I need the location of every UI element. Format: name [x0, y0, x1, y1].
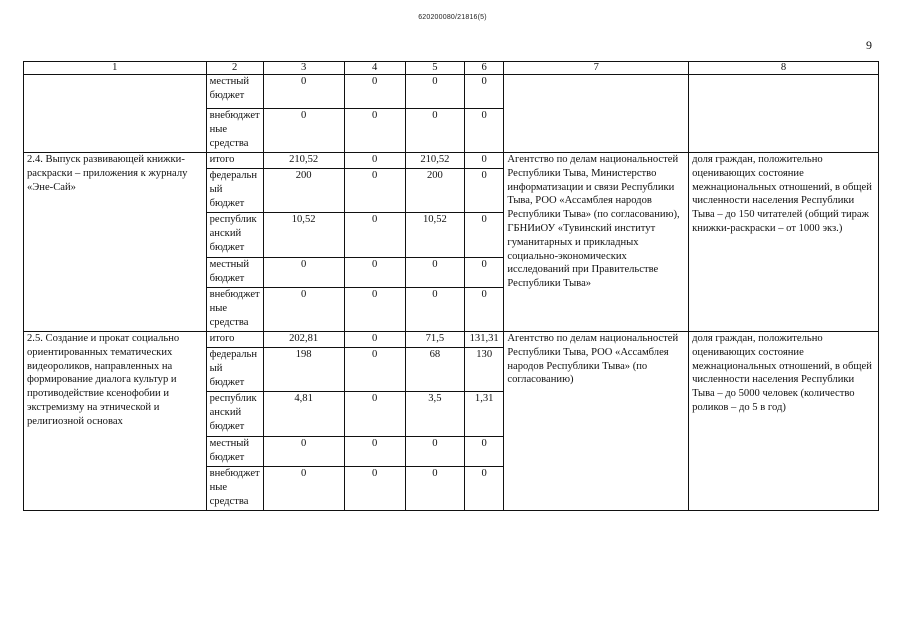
amount-year-3: 0	[464, 288, 503, 332]
expected-result-text: доля граждан, положительно оценивающих состояние межнациональных отношений, в общей численности населения Республики Тыва – до 150 читателей (общий тираж книжки-раскраски – от 1000 экз.)	[689, 153, 879, 332]
amount-total: 4,81	[263, 392, 344, 437]
amount-year-3: 131,31	[464, 332, 503, 348]
amount-total: 198	[263, 348, 344, 392]
column-number: 6	[464, 62, 503, 75]
amount-year-2: 0	[405, 288, 464, 332]
funding-source: федеральный бюджет	[206, 169, 263, 213]
column-number: 4	[344, 62, 405, 75]
amount-year-3: 0	[464, 437, 503, 467]
amount-year-1: 0	[344, 392, 405, 437]
amount-total: 0	[263, 437, 344, 467]
amount-total: 202,81	[263, 332, 344, 348]
amount-total: 210,52	[263, 153, 344, 169]
measure-title: 2.5. Создание и прокат социально ориентированных тематических видеороликов, направленных на формирование диалога культур и противодействие ксенофобии и экстремизму на этнической и религиозной основах	[24, 332, 207, 511]
executors-cell-empty	[504, 75, 689, 153]
amount-total: 0	[263, 109, 344, 153]
amount-year-1: 0	[344, 258, 405, 288]
column-number: 7	[504, 62, 689, 75]
amount-year-2: 210,52	[405, 153, 464, 169]
amount-year-3: 130	[464, 348, 503, 392]
amount-year-3: 0	[464, 109, 503, 153]
amount-year-1: 0	[344, 348, 405, 392]
expected-result-text: доля граждан, положительно оценивающих состояние межнациональных отношений, в общей численности населения Республики Тыва – до 5000 человек (количество роликов – до 5 в год)	[689, 332, 879, 511]
column-number: 1	[24, 62, 207, 75]
amount-year-2: 68	[405, 348, 464, 392]
amount-total: 200	[263, 169, 344, 213]
amount-year-3: 1,31	[464, 392, 503, 437]
amount-year-3: 0	[464, 213, 503, 258]
amount-year-1: 0	[344, 75, 405, 109]
funding-source: республиканский бюджет	[206, 213, 263, 258]
funding-source: местный бюджет	[206, 75, 263, 109]
funding-source: итого	[206, 153, 263, 169]
funding-source: внебюджетные средства	[206, 467, 263, 511]
amount-year-2: 71,5	[405, 332, 464, 348]
amount-year-2: 0	[405, 75, 464, 109]
table-row	[24, 75, 879, 109]
amount-total: 10,52	[263, 213, 344, 258]
result-cell-empty	[689, 75, 879, 153]
amount-year-1: 0	[344, 467, 405, 511]
funding-source: внебюджетные средства	[206, 288, 263, 332]
amount-year-1: 0	[344, 332, 405, 348]
executors-text: Агентство по делам национальностей Республики Тыва, РОО «Ассамблея народов Республики Тыва» (по согласованию)	[504, 332, 689, 511]
amount-year-1: 0	[344, 437, 405, 467]
measure-cell-empty	[24, 75, 207, 153]
amount-year-3: 0	[464, 75, 503, 109]
funding-source: внебюджетные средства	[206, 109, 263, 153]
amount-year-3: 0	[464, 467, 503, 511]
amount-year-1: 0	[344, 288, 405, 332]
amount-year-2: 0	[405, 109, 464, 153]
column-number-row	[24, 62, 879, 75]
amount-year-1: 0	[344, 169, 405, 213]
document-id: 620200080/21816(5)	[418, 14, 487, 21]
funding-source: местный бюджет	[206, 437, 263, 467]
table-row	[24, 153, 879, 169]
column-number: 3	[263, 62, 344, 75]
column-number: 5	[405, 62, 464, 75]
amount-year-3: 0	[464, 153, 503, 169]
amount-year-2: 3,5	[405, 392, 464, 437]
column-number: 2	[206, 62, 263, 75]
amount-total: 0	[263, 288, 344, 332]
funding-source: итого	[206, 332, 263, 348]
column-number: 8	[689, 62, 879, 75]
funding-source: федеральный бюджет	[206, 348, 263, 392]
amount-year-1: 0	[344, 109, 405, 153]
program-table	[23, 61, 879, 511]
amount-year-1: 0	[344, 153, 405, 169]
amount-total: 0	[263, 258, 344, 288]
amount-year-2: 200	[405, 169, 464, 213]
table-row	[24, 332, 879, 348]
page-number: 9	[866, 38, 872, 52]
amount-year-1: 0	[344, 213, 405, 258]
amount-total: 0	[263, 467, 344, 511]
amount-year-2: 10,52	[405, 213, 464, 258]
amount-total: 0	[263, 75, 344, 109]
amount-year-3: 0	[464, 169, 503, 213]
amount-year-2: 0	[405, 467, 464, 511]
funding-source: республиканский бюджет	[206, 392, 263, 437]
executors-text: Агентство по делам национальностей Республики Тыва, Министерство информатизации и связи Республики Тыва, РОО «Ассамблея народов Республики Тыва» (по согласованию), ГБНИиОУ «Тувинский институт гуманитарных и прикладных социально-экономических исследований при Правительстве Республики Тыва»	[504, 153, 689, 332]
funding-source: местный бюджет	[206, 258, 263, 288]
amount-year-3: 0	[464, 258, 503, 288]
amount-year-2: 0	[405, 258, 464, 288]
amount-year-2: 0	[405, 437, 464, 467]
measure-title: 2.4. Выпуск развивающей книжки-раскраски – приложения к журналу «Эне-Сай»	[24, 153, 207, 332]
